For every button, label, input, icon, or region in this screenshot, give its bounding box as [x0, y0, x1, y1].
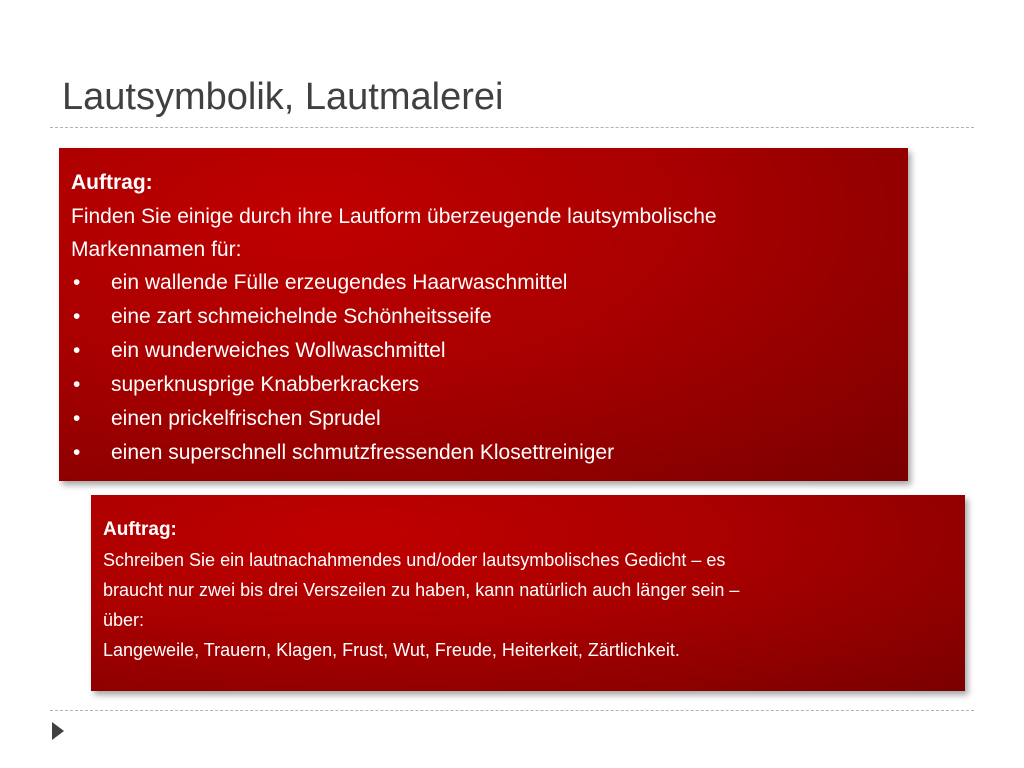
list-item-text: ein wallende Fülle erzeugendes Haarwaschmittel: [111, 271, 568, 294]
list-item: [71, 368, 896, 402]
task-intro-line-1: Finden Sie einige durch ihre Lautform überzeugende lautsymbolische: [71, 205, 717, 228]
list-item-text: einen superschnell schmutzfressenden Klosettreiniger: [111, 441, 615, 464]
task-text-line-3: über:: [103, 610, 145, 630]
bullet-icon: •: [73, 373, 81, 396]
task-text-line-1: Schreiben Sie ein lautnachahmendes und/oder lautsymbolisches Gedicht – es: [103, 550, 726, 570]
title-divider: [50, 127, 974, 128]
list-item: [71, 334, 896, 368]
play-triangle-icon: [52, 722, 64, 740]
bullet-icon: •: [73, 441, 81, 464]
bullet-icon: •: [73, 305, 81, 328]
list-item: [71, 300, 896, 334]
footer-divider: [50, 710, 974, 711]
bullet-icon: •: [73, 339, 81, 362]
bullet-icon: •: [73, 271, 81, 294]
bullet-icon: •: [73, 407, 81, 430]
list-item: [71, 266, 896, 300]
list-item-text: ein wunderweiches Wollwaschmittel: [111, 339, 446, 362]
task-box-poem: [91, 495, 965, 691]
task-box-brand-names: [59, 148, 908, 481]
list-item-text: einen prickelfrischen Sprudel: [111, 407, 381, 430]
list-item: [71, 402, 896, 436]
task-text-line-4: Langeweile, Trauern, Klagen, Frust, Wut, Freude, Heiterkeit, Zärtlichkeit.: [103, 640, 680, 660]
list-item: [71, 436, 896, 470]
task-text-line-2: braucht nur zwei bis drei Verszeilen zu haben, kann natürlich auch länger sein –: [103, 580, 740, 600]
task-intro-line-2: Markennamen für:: [71, 238, 242, 261]
list-item-text: superknusprige Knabberkrackers: [111, 373, 420, 396]
task-heading: Auftrag:: [103, 519, 177, 540]
list-item-text: eine zart schmeichelnde Schönheitsseife: [111, 305, 492, 328]
brand-list: [71, 266, 896, 470]
slide-title: Lautsymbolik, Lautmalerei: [62, 76, 504, 118]
task-heading: Auftrag:: [71, 171, 153, 194]
